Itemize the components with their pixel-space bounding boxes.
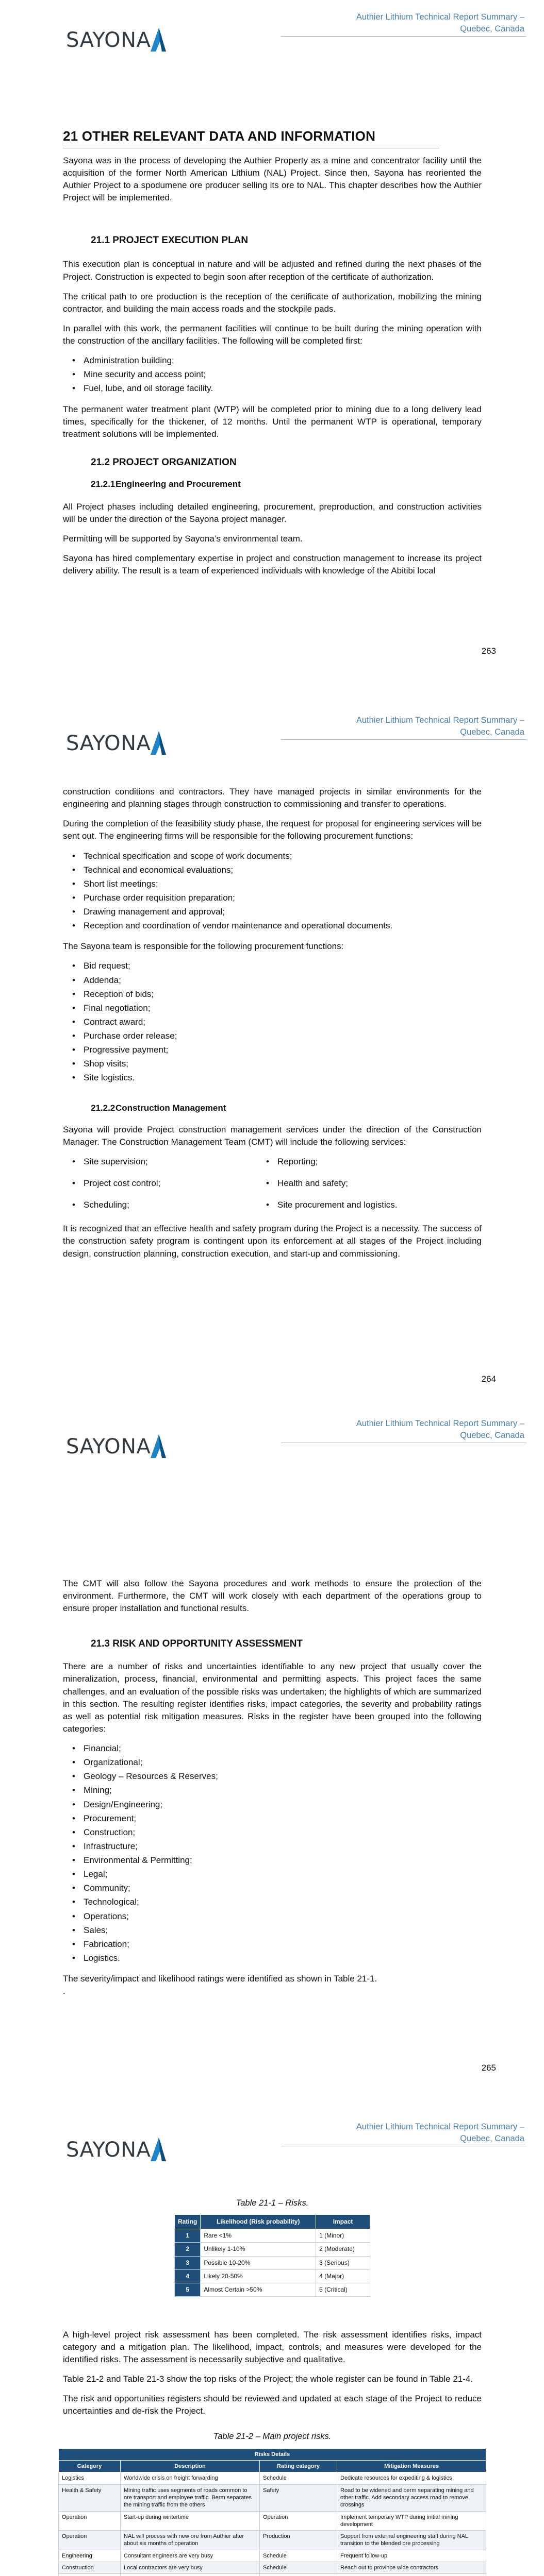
- table-row: [175, 2229, 370, 2243]
- column-header: Rating: [175, 2215, 201, 2229]
- table-row: [175, 2243, 370, 2256]
- list-item: • Contract award;: [63, 1016, 482, 1028]
- page-266-body: [63, 2197, 482, 2576]
- list-item: • Project cost control;: [63, 1177, 257, 1190]
- paragraph: Table 21-2 and Table 21-3 show the top risks of the Project; the whole register can be found in Table 21-4.: [63, 2374, 473, 2384]
- table-cell: Local contractors are very busy: [121, 2562, 260, 2574]
- paragraph: Permitting will be supported by Sayona’s environmental team.: [63, 534, 303, 544]
- report-title: Authier Lithium Technical Report Summary – Quebec, Canada: [356, 1419, 524, 1440]
- list-item: • Site procurement and logistics.: [257, 1199, 463, 1211]
- table-cell: Frequent follow-up: [337, 2550, 486, 2562]
- table-row: [59, 2531, 486, 2550]
- list-item: • Logistics.: [63, 1952, 482, 1964]
- list-item: • Technical and economical evaluations;: [63, 864, 482, 876]
- paragraph: During the completion of the feasibility study phase, the request for proposal for engineering services will be sent out. The engineering firms will be responsible for the following procurement functions:: [63, 819, 482, 841]
- list-item: • Construction;: [63, 1826, 482, 1839]
- page-265-body: [63, 1578, 482, 2005]
- logo-text: SAYONA: [66, 2138, 151, 2162]
- table-cell: [260, 2574, 337, 2576]
- list-item: • Sales;: [63, 1924, 482, 1937]
- logo-mark-icon: [149, 2136, 167, 2162]
- paragraph: In parallel with this work, the permanent facilities will continue to be built during the mining operation with the construction of the ancillary facilities. The following will be completed first:: [63, 323, 482, 346]
- table-cell: Logistics: [59, 2472, 121, 2484]
- page-264-body: [63, 786, 482, 1267]
- engineering-functions-list: [63, 850, 482, 933]
- paragraph: All Project phases including detailed engineering, procurement, preproduction, and construction activities will be under the direction of the Sayona project manager.: [63, 501, 482, 524]
- heading-21-1: 21.1 PROJECT EXECUTION PLAN: [91, 235, 249, 246]
- page-header: [0, 1406, 544, 1463]
- page-number: 263: [481, 646, 496, 656]
- table-cell: 3 (Serious): [316, 2256, 370, 2269]
- section-title: 21 OTHER RELEVANT DATA AND INFORMATION: [63, 128, 376, 144]
- list-item: • Design/Engineering;: [63, 1799, 482, 1811]
- column-header: Rating category: [260, 2461, 337, 2472]
- table-row: [59, 2562, 486, 2574]
- table-cell: Engineering: [59, 2550, 121, 2562]
- paragraph: The Sayona team is responsible for the following procurement functions:: [63, 941, 344, 952]
- sayona-logo: [66, 30, 151, 50]
- logo-text: SAYONA: [66, 28, 151, 52]
- list-item: • Site supervision;: [63, 1156, 257, 1168]
- table-group-header-row: [59, 2448, 486, 2460]
- report-title: Authier Lithium Technical Report Summary – Quebec, Canada: [356, 2122, 524, 2144]
- list-item: • Legal;: [63, 1868, 482, 1880]
- list-item: • Technical specification and scope of work documents;: [63, 850, 482, 862]
- report-title: Authier Lithium Technical Report Summary – Quebec, Canada: [356, 12, 524, 34]
- list-item: • Reception and coordination of vendor maintenance and operational documents.: [63, 920, 482, 932]
- heading-21-2-1: 21.2.1Engineering and Procurement: [91, 479, 241, 489]
- page-263-body: [63, 127, 482, 585]
- paragraph: The risk and opportunities registers should be reviewed and updated at each stage of the Project to reduce uncertainties and de-risk the Project.: [63, 2394, 482, 2416]
- list-item: • Administration building;: [63, 354, 482, 367]
- page-265: [0, 1406, 544, 2110]
- logo-text: SAYONA: [66, 732, 151, 755]
- risk-rating-table: [174, 2214, 370, 2296]
- column-header: Likelihood (Risk probability): [201, 2215, 316, 2229]
- table-cell: 3: [175, 2256, 201, 2269]
- paragraph: The severity/impact and likelihood ratings were identified as shown in Table 21-1.: [63, 1974, 377, 1984]
- list-item: • Purchase order release;: [63, 1030, 482, 1042]
- table-cell: 4: [175, 2269, 201, 2283]
- table-row: [59, 2511, 486, 2531]
- list-item: • Addenda;: [63, 974, 482, 987]
- table-cell: Support from external engineering staff during NAL transition to the blended ore processing: [337, 2531, 486, 2550]
- list-item: • Drawing management and approval;: [63, 906, 482, 918]
- sayona-logo: [66, 733, 151, 754]
- logo-mark-icon: [149, 26, 167, 53]
- logo-mark-icon: [149, 1432, 167, 1459]
- column-header: Impact: [316, 2215, 370, 2229]
- list-item: • Progressive payment;: [63, 1044, 482, 1056]
- paragraph: The CMT will also follow the Sayona procedures and work methods to ensure the protection of the environment. Furthermore, the CMT will work closely with each department of the operations group to ensure proper installation and functional results.: [63, 1579, 482, 1614]
- table-cell: Consultant engineers are very busy: [121, 2550, 260, 2562]
- list-item: • Technological;: [63, 1896, 482, 1908]
- table-cell: Operation: [59, 2511, 121, 2531]
- paragraph: It is recognized that an effective health and safety program during the Project is a necessity. The success of the construction safety program is contingent upon its enforcement at all stages of the Project including design, construction planning, construction execution, and start-up and commissioning.: [63, 1224, 482, 1259]
- table-cell: 2: [175, 2243, 201, 2256]
- table-row: [59, 2484, 486, 2511]
- report-title: Authier Lithium Technical Report Summary – Quebec, Canada: [356, 716, 524, 737]
- table-row: [175, 2269, 370, 2283]
- table-cell: 5 (Critical): [316, 2283, 370, 2296]
- page-264: [0, 703, 544, 1406]
- page-number: 265: [481, 2063, 496, 2073]
- table-cell: Start-up during wintertime: [121, 2511, 260, 2531]
- table-cell: 4 (Major): [316, 2269, 370, 2283]
- table-row: [59, 2574, 486, 2576]
- page-header: [0, 2110, 544, 2166]
- list-item: • Shop visits;: [63, 1058, 482, 1070]
- table-cell: Operation: [59, 2531, 121, 2550]
- paragraph: Sayona will provide Project construction management services under the direction of the Construction Manager. The Construction Management Team (CMT) will include the following services:: [63, 1124, 482, 1147]
- paragraph: construction conditions and contractors. They have managed projects in similar environments for the engineering and planning stages through construction to commissioning and transfer to operations.: [63, 787, 482, 809]
- table-cell: Rare <1%: [201, 2229, 316, 2243]
- table-cell: Possible 10-20%: [201, 2256, 316, 2269]
- table-cell: Construction: [59, 2562, 121, 2574]
- table-header-row: [175, 2215, 370, 2229]
- table-header-row: [59, 2461, 486, 2472]
- table-21-1-caption: Table 21-1 – Risks.: [236, 2198, 309, 2208]
- table-cell: Schedule: [260, 2472, 337, 2484]
- table-21-2-caption: Table 21-2 – Main project risks.: [213, 2432, 332, 2442]
- table-cell: Dedicate resources for expediting & logistics: [337, 2472, 486, 2484]
- list-item: • Procurement;: [63, 1812, 482, 1825]
- list-item: • Mining;: [63, 1784, 482, 1797]
- paragraph: Sayona has hired complementary expertise in project and construction management to increase its project delivery ability. The result is a team of experienced individuals with knowledge of the Abitibi local: [63, 553, 482, 576]
- list-item: • Health and safety;: [257, 1177, 463, 1190]
- page-263: [0, 0, 544, 703]
- list-item: • Geology – Resources & Reserves;: [63, 1770, 482, 1783]
- sayona-logo: [66, 2140, 151, 2160]
- list-item: • Organizational;: [63, 1756, 482, 1769]
- page-number: 264: [481, 1374, 496, 1384]
- column-header: Category: [59, 2461, 121, 2472]
- table-cell: Safety: [260, 2484, 337, 2511]
- table-cell: [121, 2574, 260, 2576]
- table-cell: Likely 20-50%: [201, 2269, 316, 2283]
- table-cell: Schedule: [260, 2562, 337, 2574]
- paragraph: The critical path to ore production is the reception of the certificate of authorization, mobilizing the mining contractor, and building the main access roads and the stockpile pads.: [63, 291, 482, 314]
- sayona-functions-list: [63, 960, 482, 1084]
- table-cell: 1 (Minor): [316, 2229, 370, 2243]
- table-cell: Almost Certain >50%: [201, 2283, 316, 2296]
- table-cell: 5: [175, 2283, 201, 2296]
- table-cell: Reach out to province wide contractors: [337, 2562, 486, 2574]
- header-divider: [281, 739, 526, 740]
- table-row: [175, 2283, 370, 2296]
- table-cell: Schedule: [260, 2550, 337, 2562]
- page-header: [0, 703, 544, 760]
- table-cell: 1: [175, 2229, 201, 2243]
- table-cell: Implement temporary WTP during initial mining development: [337, 2511, 486, 2531]
- paragraph: .: [63, 1986, 65, 1996]
- table-cell: Operation: [260, 2511, 337, 2531]
- list-item: • Community;: [63, 1882, 482, 1894]
- table-cell: Health & Safety: [59, 2484, 121, 2511]
- table-cell: Mining traffic uses segments of roads common to ore transport and employee traffic. Berm separates the mining traffic from the others: [121, 2484, 260, 2511]
- sayona-logo: [66, 1436, 151, 1457]
- paragraph: Sayona was in the process of developing the Authier Property as a mine and concentrator facility until the acquisition of the former North American Lithium (NAL) Project. Since then, Sayona has reoriented the Authier Project to a spodumene ore producer selling its ore to NAL. This chapter describes how the Authier Project will be implemented.: [63, 155, 482, 203]
- list-item: • Fuel, lube, and oil storage facility.: [63, 382, 482, 395]
- list-item: • Infrastructure;: [63, 1840, 482, 1853]
- table-cell: [59, 2574, 121, 2576]
- list-item: • Short list meetings;: [63, 878, 482, 890]
- table-cell: 2 (Moderate): [316, 2243, 370, 2256]
- list-item: • Reporting;: [257, 1156, 463, 1168]
- risk-categories-list: [63, 1742, 482, 1964]
- heading-21-3: 21.3 RISK AND OPPORTUNITY ASSESSMENT: [91, 1638, 303, 1650]
- table-cell: Unlikely 1-10%: [201, 2243, 316, 2256]
- list-item: • Fabrication;: [63, 1938, 482, 1951]
- table-cell: Production: [260, 2531, 337, 2550]
- page-header: [0, 0, 544, 57]
- table-cell: Road to be widened and berm separating mining and other traffic. Add secondary access road to remove crossings: [337, 2484, 486, 2511]
- list-item: • Reception of bids;: [63, 988, 482, 1001]
- main-risks-table: [58, 2448, 486, 2576]
- table-row: [59, 2550, 486, 2562]
- facilities-list: [63, 354, 482, 395]
- list-item: • Purchase order requisition preparation;: [63, 892, 482, 904]
- heading-21-2: 21.2 PROJECT ORGANIZATION: [91, 456, 237, 468]
- logo-mark-icon: [149, 729, 167, 756]
- table-cell: Worldwide crisis on freight forwarding: [121, 2472, 260, 2484]
- list-item: • Mine security and access point;: [63, 368, 482, 381]
- table-cell: [337, 2574, 486, 2576]
- paragraph: This execution plan is conceptual in nature and will be adjusted and refined during the next phases of the Project. Construction is expected to begin soon after reception of the certificate of authorization.: [63, 259, 482, 282]
- list-item: • Environmental & Permitting;: [63, 1854, 482, 1867]
- paragraph: The permanent water treatment plant (WTP) will be completed prior to mining due to a long delivery lead times, specifically for the thickener, of 12 months. Until the permanent WTP is operational, temporary treatment solutions will be implemented.: [63, 404, 482, 439]
- cmt-services-list: [63, 1156, 482, 1211]
- list-item: • Bid request;: [63, 960, 482, 972]
- list-item: • Operations;: [63, 1910, 482, 1923]
- table-row: [59, 2472, 486, 2484]
- page-266: [0, 2110, 544, 2576]
- column-group-header: Risks Details: [59, 2448, 486, 2460]
- list-item: • Final negotiation;: [63, 1002, 482, 1014]
- paragraph: There are a number of risks and uncertainties identifiable to any new project that usually cover the mineralization, process, financial, environmental and permitting aspects. This project faces the same challenges, and an evaluation of the possible risks was undertaken; the highlights of which are summarized in this section. The resulting register identifies risks, impact categories, the severity and probability ratings as well as potential risk mitigation measures. Risks in the register have been grouped into the following categories:: [63, 1662, 482, 1734]
- header-divider: [281, 36, 526, 37]
- list-item: • Scheduling;: [63, 1199, 257, 1211]
- table-cell: NAL will process with new ore from Authier after about six months of operation: [121, 2531, 260, 2550]
- logo-text: SAYONA: [66, 1435, 151, 1459]
- table-row: [175, 2256, 370, 2269]
- heading-21-2-2: 21.2.2Construction Management: [91, 1103, 226, 1113]
- list-item: • Financial;: [63, 1742, 482, 1755]
- paragraph: A high-level project risk assessment has been completed. The risk assessment identifies risks, impact category and a mitigation plan. The likelihood, impact, controls, and measures were developed for the identified risks. The assessment is necessarily subjective and qualitative.: [63, 2329, 482, 2364]
- column-header: Description: [121, 2461, 260, 2472]
- list-item: • Site logistics.: [63, 1072, 482, 1084]
- column-header: Mitigation Measures: [337, 2461, 486, 2472]
